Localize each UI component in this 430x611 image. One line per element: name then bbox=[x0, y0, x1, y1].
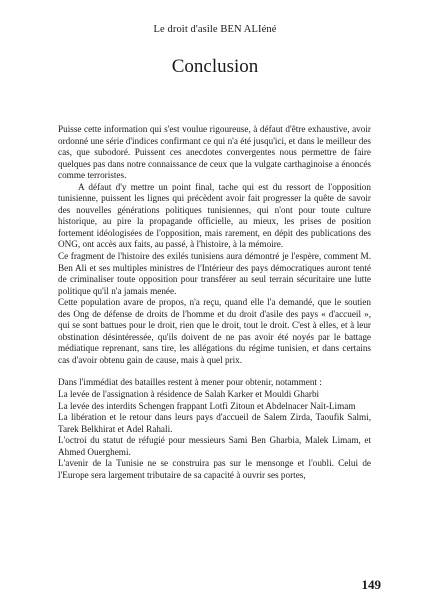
paragraph: A défaut d'y mettre un point final, tache qui est du ressort de l'opposition tunisienne, puissent les lignes qui précèdent avoir fait progresser la quête de savoir des nouvelles générations politiques tunisiennes, qui n'ont pour toute culture historique, au pire la propagande officielle, au mieux, les prises de position fortement idéologisées de l'opposition, mais rarement, en dépit des publications des ONG, ont accès aux faits, au passé, à l'histoire, à la mémoire. bbox=[58, 181, 371, 250]
paragraph: Cette population avare de propos, n'a reçu, quand elle l'a demandé, que le soutien des Ong de défense de droits de l'homme et du droit d'asile des pays « d'accueil », qui se sont battues pour le droit, rien que le droit, tout le droit. C'est à elles, et à leur obstination désintéressée, qu'ils doivent de ne pas avoir été noyés par le battage médiatique reprenant, sans tire, les allégations du régime tunisien, et dans certains cas d'avoir obtenu gain de cause, mais à quel prix. bbox=[58, 297, 371, 365]
running-header: Le droit d'asile BEN ALIéné bbox=[153, 24, 277, 35]
page-number: 149 bbox=[361, 577, 381, 592]
chapter-title: Conclusion bbox=[171, 56, 259, 77]
paragraph: L'avenir de la Tunisie ne se construira pas sur le mensonge et l'oubli. Celui de l'Europe sera largement tributaire de sa capacité à ouvrir ses portes, bbox=[58, 458, 371, 480]
list-item: La libération et le retour dans leurs pays d'accueil de Salem Zirda, Taoufik Salmi, Tarek Belkhirat et Adel Rahali. bbox=[58, 412, 371, 434]
list-intro: Dans l'immédiat des batailles restent à mener pour obtenir, notamment : bbox=[58, 377, 322, 388]
list-item: La levée des interdits Schengen frappant Lotfi Zitoun et Abdelnacer Naït-Limam bbox=[58, 400, 356, 411]
list-item: La levée de l'assignation à résidence de Salah Karker et Mouldi Gharbi bbox=[58, 389, 320, 400]
paragraph: Ce fragment de l'histoire des exilés tunisiens aura démontré je l'espère, comment M. Ben Ali et ses multiples ministres de l'Intérieur des pays démocratiques auront tenté de criminaliser toute opposition pour transférer au seul terrain sécuritaire une lutte politique qu'il n'a jamais menée. bbox=[58, 251, 371, 296]
body-text bbox=[58, 124, 371, 481]
list-item: L'octroi du statut de réfugié pour messieurs Sami Ben Gharbia, Malek Limam, et Ahmed Ouerghemi. bbox=[58, 435, 371, 457]
paragraph: Puisse cette information qui s'est voulue rigoureuse, à défaut d'être exhaustive, avoir ordonné une série d'indices confirmant ce qui n'a été jusqu'ici, et dans le meilleur des cas, que subodoré. Puissent ces anecdotes convergentes nous permettre de faire quelques pas dans notre connaissance de ceux que la vulgate carthaginoise a énoncés comme terroristes. bbox=[58, 124, 371, 181]
